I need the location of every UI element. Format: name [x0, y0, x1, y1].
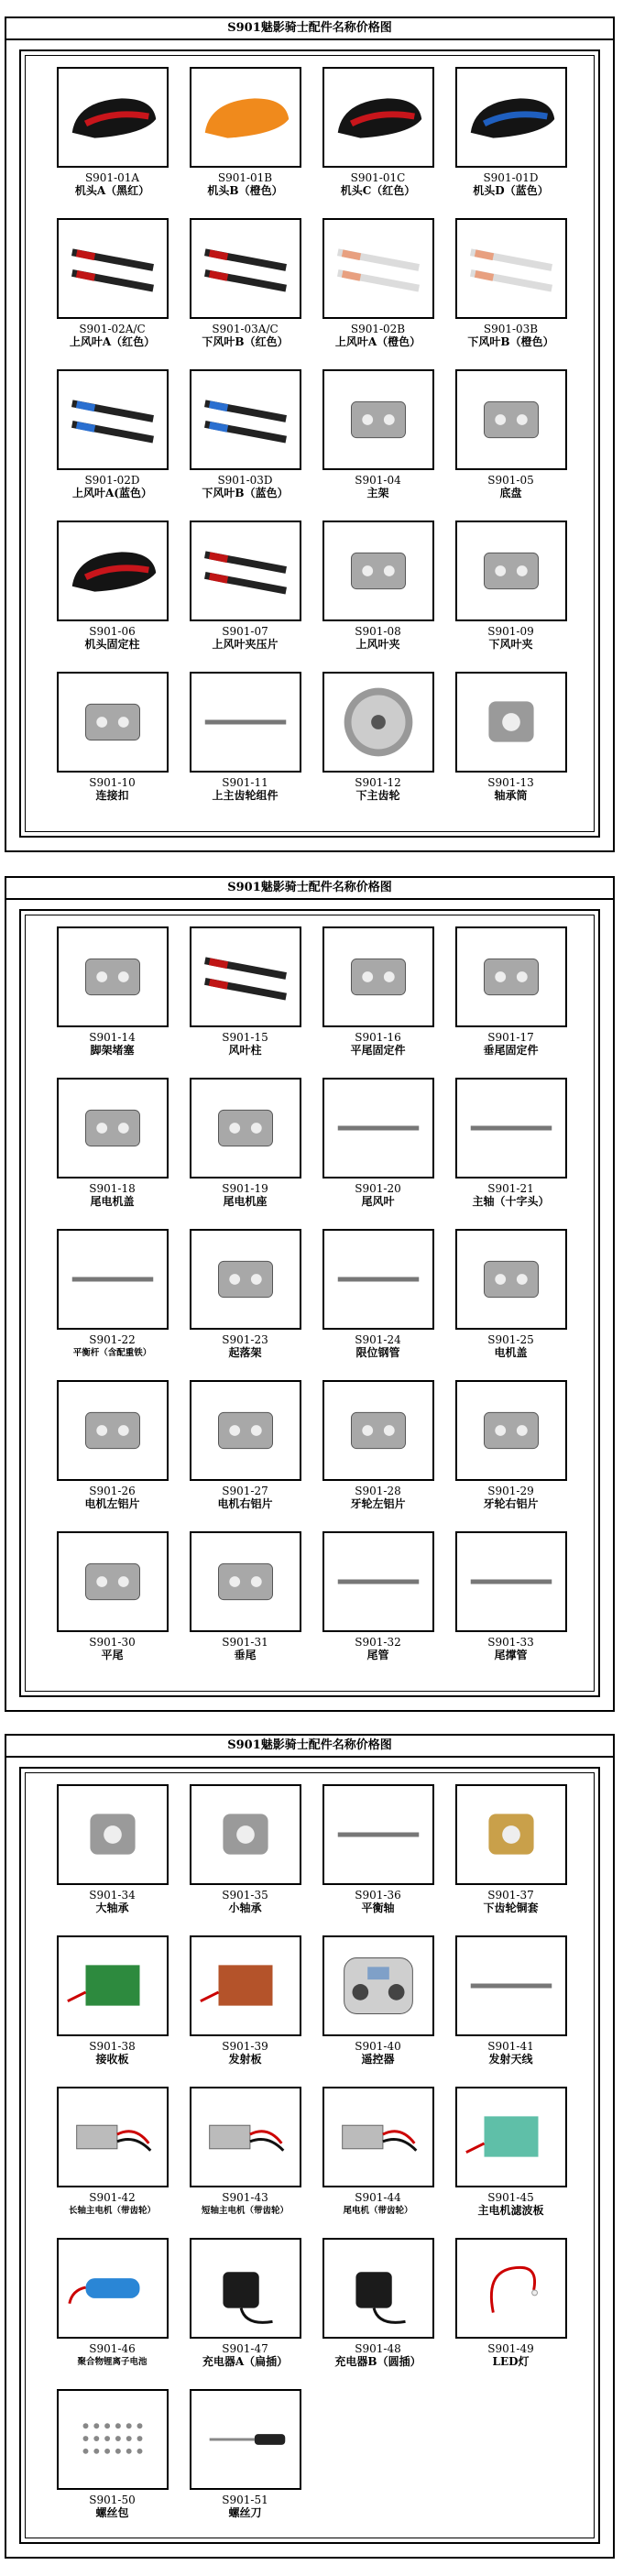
skid-plug-icon	[57, 926, 169, 1027]
part-item	[46, 1380, 179, 1531]
part-name: 机头C（红色）	[340, 184, 416, 197]
part-name: 上风叶夹压片	[212, 638, 279, 651]
part-name: 上风叶夹	[355, 638, 400, 651]
part-name: 尾电机座	[223, 1195, 268, 1208]
part-name: 尾风叶	[361, 1195, 395, 1208]
part-item	[312, 672, 444, 823]
part-item	[444, 1935, 577, 2087]
part-code: S901-51	[222, 2494, 268, 2506]
part-name: 长轴主电机（带齿轮）	[68, 2206, 156, 2216]
tail-boom-icon	[322, 1531, 434, 1632]
part-name: 垂尾	[234, 1649, 257, 1661]
sheet-frame	[19, 49, 600, 838]
filter-board-icon	[455, 2087, 567, 2187]
part-name: 机头A（黑红）	[74, 184, 150, 197]
screw-pack-icon	[57, 2389, 169, 2490]
motor-right-plate-icon	[190, 1380, 301, 1481]
part-item	[46, 672, 179, 823]
part-code: S901-35	[222, 1889, 268, 1902]
part-item	[46, 1078, 179, 1229]
horizontal-fin-icon	[57, 1531, 169, 1632]
part-name: 短轴主电机（带齿轮）	[201, 2206, 289, 2216]
receiver-board-icon	[57, 1935, 169, 2036]
part-item	[444, 2087, 577, 2238]
canopy-red-icon	[322, 67, 434, 168]
part-item	[312, 1078, 444, 1229]
lipo-battery-icon	[57, 2238, 169, 2339]
long-shaft-motor-icon	[57, 2087, 169, 2187]
main-shaft-icon	[455, 1078, 567, 1178]
canopy-orange-icon	[190, 67, 301, 168]
canopy-post-icon	[57, 521, 169, 621]
part-code: S901-49	[487, 2342, 534, 2355]
part-name: 充电器A（扁插）	[202, 2355, 289, 2368]
part-name: 螺丝包	[95, 2506, 129, 2519]
part-item	[444, 521, 577, 672]
part-name: 垂尾固定件	[483, 1044, 539, 1057]
part-code: S901-05	[487, 474, 534, 487]
parts-sheet-3	[5, 1734, 615, 2559]
part-code: S901-42	[89, 2191, 136, 2204]
blade-red-lower-icon	[190, 218, 301, 319]
part-item	[312, 2238, 444, 2389]
part-code: S901-03D	[217, 474, 273, 487]
charger-flat-icon	[190, 2238, 301, 2339]
bearing-sleeve-icon	[455, 672, 567, 773]
tail-motor-icon	[322, 2087, 434, 2187]
part-code: S901-18	[89, 1182, 136, 1195]
part-code: S901-03B	[483, 323, 539, 335]
large-bearing-icon	[57, 1784, 169, 1885]
part-code: S901-32	[355, 1636, 401, 1649]
part-code: S901-28	[355, 1485, 401, 1497]
part-code: S901-27	[222, 1485, 268, 1497]
part-item	[179, 1380, 312, 1531]
part-code: S901-17	[487, 1031, 534, 1044]
part-name: 主轴（十字头）	[472, 1195, 550, 1208]
canopy-black-red-icon	[57, 67, 169, 168]
part-item	[179, 1784, 312, 1935]
part-item	[46, 1229, 179, 1380]
landing-gear-icon	[190, 1229, 301, 1330]
part-item	[444, 1784, 577, 1935]
part-item	[46, 369, 179, 521]
part-item	[46, 2087, 179, 2238]
part-code: S901-02A/C	[79, 323, 146, 335]
part-code: S901-47	[222, 2342, 268, 2355]
parts-grid	[46, 926, 577, 1683]
part-name: 电机左铝片	[84, 1497, 140, 1510]
blade-orange-icon	[322, 218, 434, 319]
part-code: S901-31	[222, 1636, 268, 1649]
part-name: 遥控器	[361, 2053, 395, 2066]
part-name: 尾管	[366, 1649, 389, 1661]
blade-blue-lower-icon	[190, 369, 301, 470]
part-name: 牙轮左铝片	[350, 1497, 406, 1510]
part-item	[179, 1229, 312, 1380]
part-name: 下风叶B（红色）	[202, 335, 289, 348]
part-item	[46, 1531, 179, 1683]
part-item	[46, 521, 179, 672]
part-item	[444, 1078, 577, 1229]
part-name: 主电机滤波板	[477, 2204, 544, 2217]
tail-motor-cover-icon	[57, 1078, 169, 1178]
part-code: S901-24	[355, 1333, 401, 1346]
parts-grid	[46, 67, 577, 823]
part-item	[312, 218, 444, 369]
part-name: 机头D（蓝色）	[473, 184, 549, 197]
part-item	[444, 67, 577, 218]
part-name: 大轴承	[95, 1902, 129, 1914]
part-name: 平尾	[101, 1649, 124, 1661]
part-item	[46, 2389, 179, 2540]
part-item	[179, 1078, 312, 1229]
part-item	[312, 1380, 444, 1531]
vertical-fin-icon	[190, 1531, 301, 1632]
part-item	[444, 926, 577, 1078]
remote-controller-icon	[322, 1935, 434, 2036]
part-item	[179, 521, 312, 672]
charger-round-icon	[322, 2238, 434, 2339]
part-code: S901-36	[355, 1889, 401, 1902]
part-code: S901-43	[222, 2191, 268, 2204]
part-code: S901-41	[487, 2040, 534, 2053]
part-code: S901-29	[487, 1485, 534, 1497]
part-code: S901-22	[89, 1333, 136, 1346]
part-name: 主架	[366, 487, 389, 499]
part-name: 下齿轮铜套	[483, 1902, 539, 1914]
chassis-icon	[455, 369, 567, 470]
sheet-frame	[19, 1767, 600, 2544]
part-code: S901-45	[487, 2191, 534, 2204]
part-item	[46, 67, 179, 218]
part-name: 平衡杆（含配重铁）	[72, 1348, 152, 1358]
part-code: S901-01C	[350, 171, 406, 184]
part-item	[312, 2087, 444, 2238]
part-name: 上主齿轮组件	[212, 789, 279, 802]
part-name: 脚架堵塞	[90, 1044, 135, 1057]
steel-tube-icon	[322, 1229, 434, 1330]
sheet-frame	[19, 909, 600, 1697]
part-item	[312, 926, 444, 1078]
part-code: S901-01D	[483, 171, 539, 184]
gear-left-plate-icon	[322, 1380, 434, 1481]
parts-sheet-2	[5, 876, 615, 1712]
part-name: 充电器B（圆插）	[334, 2355, 421, 2368]
main-frame-icon	[322, 369, 434, 470]
part-code: S901-38	[89, 2040, 136, 2053]
short-shaft-motor-icon	[190, 2087, 301, 2187]
tail-rotor-icon	[322, 1078, 434, 1178]
part-name: 发射天线	[488, 2053, 533, 2066]
screwdriver-icon	[190, 2389, 301, 2490]
part-item	[312, 1784, 444, 1935]
part-name: 发射板	[228, 2053, 262, 2066]
part-item	[179, 67, 312, 218]
lower-blade-grip-icon	[455, 521, 567, 621]
part-name: 下风叶夹	[488, 638, 533, 651]
part-code: S901-21	[487, 1182, 534, 1195]
part-code: S901-03A/C	[212, 323, 279, 335]
part-name: 轴承筒	[494, 789, 528, 802]
sheet-title: S901魅影骑士配件名称价格图	[6, 18, 613, 40]
part-item	[179, 2389, 312, 2540]
part-code: S901-09	[487, 625, 534, 638]
part-code: S901-23	[222, 1333, 268, 1346]
part-item	[444, 1229, 577, 1380]
upper-gear-shaft-icon	[190, 672, 301, 773]
tail-fin-mount-icon	[322, 926, 434, 1027]
part-code: S901-39	[222, 2040, 268, 2053]
part-item	[179, 2087, 312, 2238]
brass-bushing-icon	[455, 1784, 567, 1885]
part-code: S901-20	[355, 1182, 401, 1195]
part-code: S901-26	[89, 1485, 136, 1497]
parts-grid	[46, 1784, 577, 2540]
part-code: S901-10	[89, 776, 136, 789]
part-code: S901-34	[89, 1889, 136, 1902]
part-code: S901-19	[222, 1182, 268, 1195]
part-name: 上风叶A（红色）	[69, 335, 156, 348]
led-light-icon	[455, 2238, 567, 2339]
tail-motor-seat-icon	[190, 1078, 301, 1178]
part-name: 下主齿轮	[355, 789, 400, 802]
part-item	[312, 521, 444, 672]
vertical-fin-mount-icon	[455, 926, 567, 1027]
part-code: S901-37	[487, 1889, 534, 1902]
part-code: S901-01A	[84, 171, 140, 184]
part-item	[312, 1935, 444, 2087]
part-item	[179, 218, 312, 369]
part-name: 尾电机盖	[90, 1195, 135, 1208]
part-name: 小轴承	[228, 1902, 262, 1914]
part-code: S901-12	[355, 776, 401, 789]
upper-blade-grip-icon	[322, 521, 434, 621]
part-item	[444, 672, 577, 823]
part-name: 螺丝刀	[228, 2506, 262, 2519]
blade-red-icon	[57, 218, 169, 319]
part-name: 风叶柱	[228, 1044, 262, 1057]
part-name: 电机右铝片	[217, 1497, 273, 1510]
blade-post-icon	[190, 926, 301, 1027]
link-buckle-icon	[57, 672, 169, 773]
part-name: LED灯	[492, 2355, 530, 2368]
part-item	[179, 1531, 312, 1683]
part-name: 起落架	[228, 1346, 262, 1359]
motor-cover-icon	[455, 1229, 567, 1330]
part-code: S901-02D	[84, 474, 140, 487]
part-item	[46, 2238, 179, 2389]
blade-blue-icon	[57, 369, 169, 470]
part-code: S901-02B	[350, 323, 406, 335]
part-item	[179, 1935, 312, 2087]
part-item	[444, 369, 577, 521]
part-code: S901-48	[355, 2342, 401, 2355]
transmitter-board-icon	[190, 1935, 301, 2036]
part-code: S901-46	[89, 2342, 136, 2355]
part-name: 聚合物锂离子电池	[77, 2357, 148, 2367]
part-code: S901-04	[355, 474, 401, 487]
part-code: S901-33	[487, 1636, 534, 1649]
sheet-title: S901魅影骑士配件名称价格图	[6, 1736, 613, 1758]
part-code: S901-50	[89, 2494, 136, 2506]
part-code: S901-08	[355, 625, 401, 638]
part-item	[179, 926, 312, 1078]
lower-main-gear-icon	[322, 672, 434, 773]
part-code: S901-13	[487, 776, 534, 789]
part-name: 下风叶B（橙色）	[467, 335, 554, 348]
part-name: 电机盖	[494, 1346, 528, 1359]
small-bearing-icon	[190, 1784, 301, 1885]
part-code: S901-15	[222, 1031, 268, 1044]
part-item	[46, 926, 179, 1078]
part-code: S901-40	[355, 2040, 401, 2053]
part-item	[312, 369, 444, 521]
part-name: 底盘	[499, 487, 522, 499]
part-name: 平衡轴	[361, 1902, 395, 1914]
blade-white-orange-icon	[455, 218, 567, 319]
part-item	[179, 369, 312, 521]
part-name: 牙轮右铝片	[483, 1497, 539, 1510]
tail-brace-icon	[455, 1531, 567, 1632]
part-code: S901-11	[222, 776, 268, 789]
canopy-blue-icon	[455, 67, 567, 168]
part-code: S901-07	[222, 625, 268, 638]
part-item	[46, 1935, 179, 2087]
motor-left-plate-icon	[57, 1380, 169, 1481]
part-name: 上风叶A(蓝色）	[72, 487, 152, 499]
part-code: S901-14	[89, 1031, 136, 1044]
part-item	[179, 2238, 312, 2389]
part-code: S901-01B	[217, 171, 273, 184]
part-item	[179, 672, 312, 823]
part-name: 尾电机（带齿轮）	[343, 2206, 413, 2216]
part-code: S901-30	[89, 1636, 136, 1649]
part-item	[444, 1380, 577, 1531]
part-item	[444, 2238, 577, 2389]
part-name: 尾撑管	[494, 1649, 528, 1661]
antenna-icon	[455, 1935, 567, 2036]
part-item	[312, 67, 444, 218]
part-name: 机头固定柱	[84, 638, 140, 651]
blade-clamp-plate-icon	[190, 521, 301, 621]
part-name: 机头B（橙色）	[207, 184, 283, 197]
part-name: 接收板	[95, 2053, 129, 2066]
part-code: S901-06	[89, 625, 136, 638]
gear-right-plate-icon	[455, 1380, 567, 1481]
part-item	[444, 1531, 577, 1683]
part-name: 下风叶B（蓝色）	[202, 487, 289, 499]
parts-sheet-1	[5, 16, 615, 852]
part-code: S901-25	[487, 1333, 534, 1346]
part-item	[312, 1229, 444, 1380]
part-item	[444, 218, 577, 369]
flybar-icon	[57, 1229, 169, 1330]
sheet-title: S901魅影骑士配件名称价格图	[6, 878, 613, 900]
balance-shaft-icon	[322, 1784, 434, 1885]
part-name: 限位钢管	[355, 1346, 400, 1359]
part-item	[312, 1531, 444, 1683]
part-name: 上风叶A（橙色）	[334, 335, 421, 348]
part-item	[46, 1784, 179, 1935]
part-name: 连接扣	[95, 789, 129, 802]
part-code: S901-16	[355, 1031, 401, 1044]
part-code: S901-44	[355, 2191, 401, 2204]
part-item	[46, 218, 179, 369]
part-name: 平尾固定件	[350, 1044, 406, 1057]
